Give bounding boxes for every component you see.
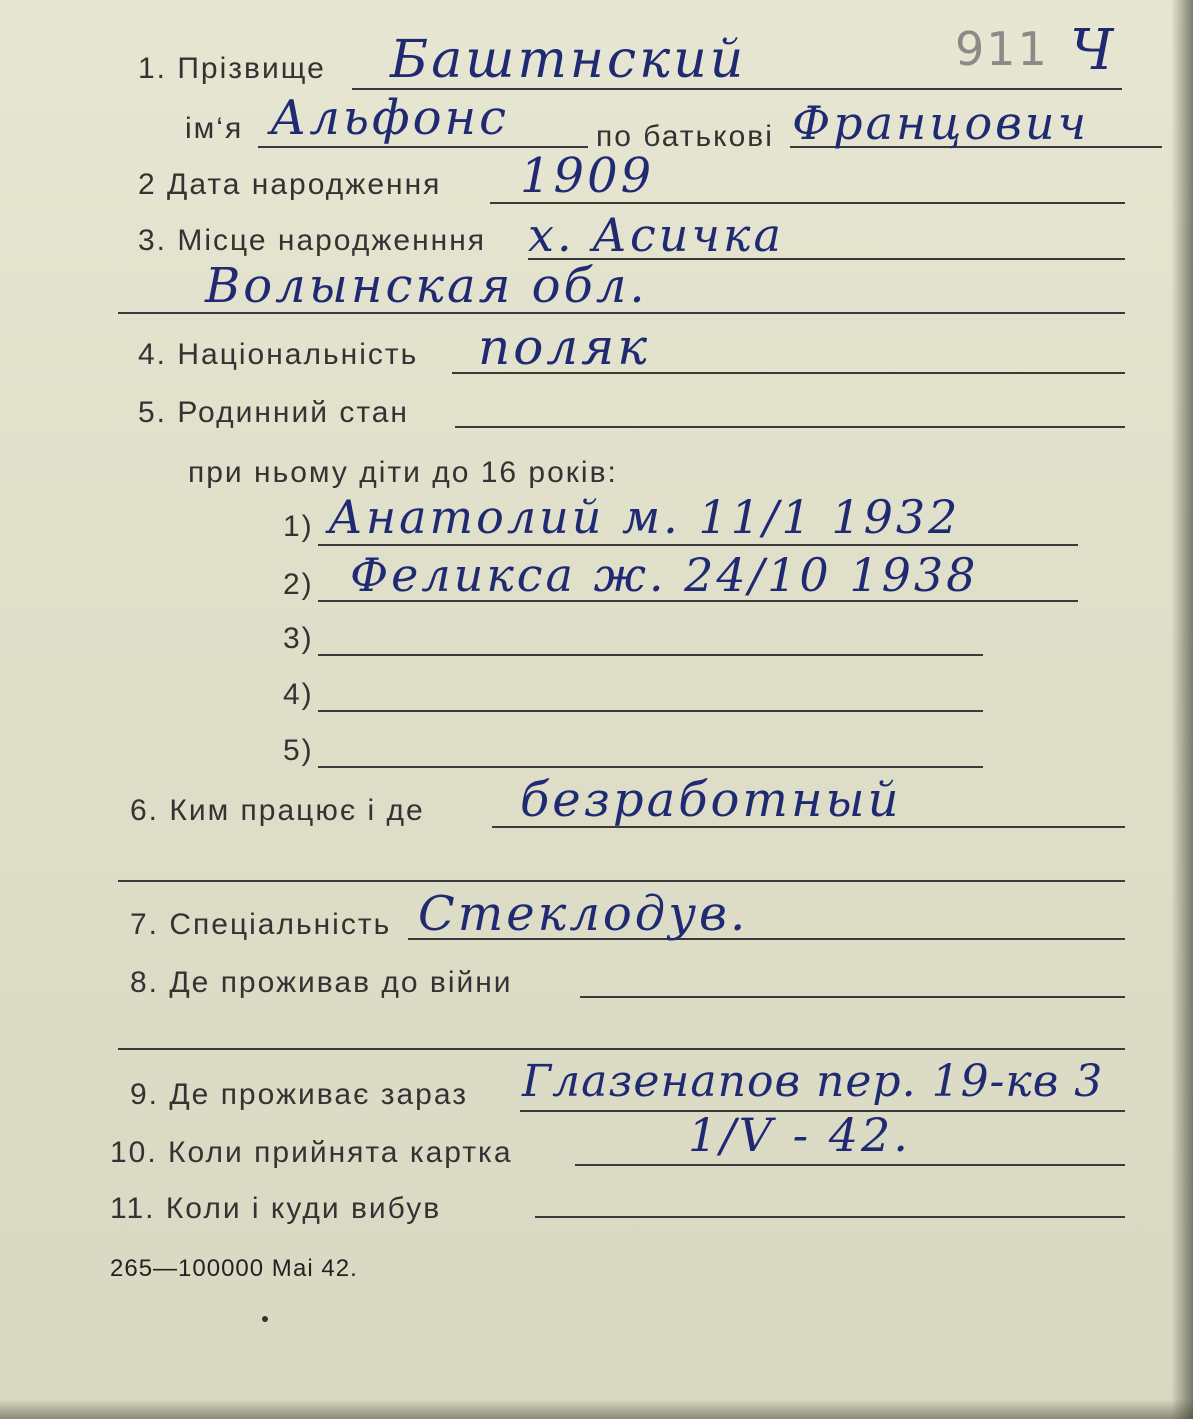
prewar-residence-line-2	[118, 1048, 1125, 1050]
child-2-num: 2)	[283, 568, 314, 601]
specialty-label: 7. Спеціальність	[130, 908, 392, 941]
family-status-label: 5. Родинний стан	[138, 396, 409, 429]
prewar-residence-line	[580, 996, 1125, 998]
child-1-num: 1)	[283, 510, 314, 543]
current-residence-value: Глазенапов пер. 19-кв 3	[522, 1056, 1104, 1107]
child-1-value: Анатолий м. 11/1 1932	[328, 490, 961, 544]
birth-date-label: 2 Дата народження	[138, 168, 442, 201]
card-date-line	[575, 1164, 1125, 1166]
work-label: 6. Ким працює і де	[130, 794, 425, 827]
patronymic-value: Францович	[792, 96, 1090, 150]
first-name-label: ім‘я	[185, 112, 244, 145]
patronymic-label: по батькові	[596, 120, 774, 153]
birth-place-label: 3. Місце народженння	[138, 224, 487, 257]
surname-mark: Ч	[1070, 18, 1117, 83]
child-5-line	[318, 766, 983, 768]
departure-label: 11. Коли і куди вибув	[110, 1192, 442, 1225]
child-5-num: 5)	[283, 734, 314, 767]
card-date-label: 10. Коли прийнята картка	[110, 1136, 513, 1169]
first-name-value: Альфонс	[270, 90, 510, 146]
print-footer: 265—100000 Маі 42.	[110, 1255, 358, 1282]
surname-label: 1. Прізвище	[138, 52, 326, 85]
birth-place-value: х. Асичка	[528, 208, 784, 262]
child-3-num: 3)	[283, 622, 314, 655]
nationality-value: поляк	[478, 318, 651, 376]
child-3-line	[318, 654, 983, 656]
specialty-value: Стеклодув.	[418, 886, 749, 942]
ink-dot	[262, 1316, 268, 1322]
departure-line	[535, 1216, 1125, 1218]
current-residence-label: 9. Де проживає зараз	[130, 1078, 468, 1111]
card-edge-shadow-right	[1171, 0, 1193, 1419]
child-2-value: Феликса ж. 24/10 1938	[350, 548, 979, 602]
children-label: при ньому діти до 16 років:	[188, 456, 618, 489]
surname-value: Баштнский	[390, 30, 747, 90]
card-date-value: 1/V - 42.	[688, 1108, 911, 1162]
birth-date-value: 1909	[520, 148, 655, 204]
child-1-line	[318, 544, 1078, 546]
work-value: безработный	[520, 772, 902, 828]
card-edge-shadow-bottom	[0, 1399, 1193, 1419]
child-4-line	[318, 710, 983, 712]
work-line-2	[118, 880, 1125, 882]
nationality-label: 4. Національність	[138, 338, 419, 371]
pencil-note: 911	[955, 22, 1049, 76]
child-4-num: 4)	[283, 678, 314, 711]
prewar-residence-label: 8. Де проживав до війни	[130, 966, 513, 999]
birth-place-value-2: Волынская обл.	[205, 258, 648, 314]
family-status-line	[455, 426, 1125, 428]
